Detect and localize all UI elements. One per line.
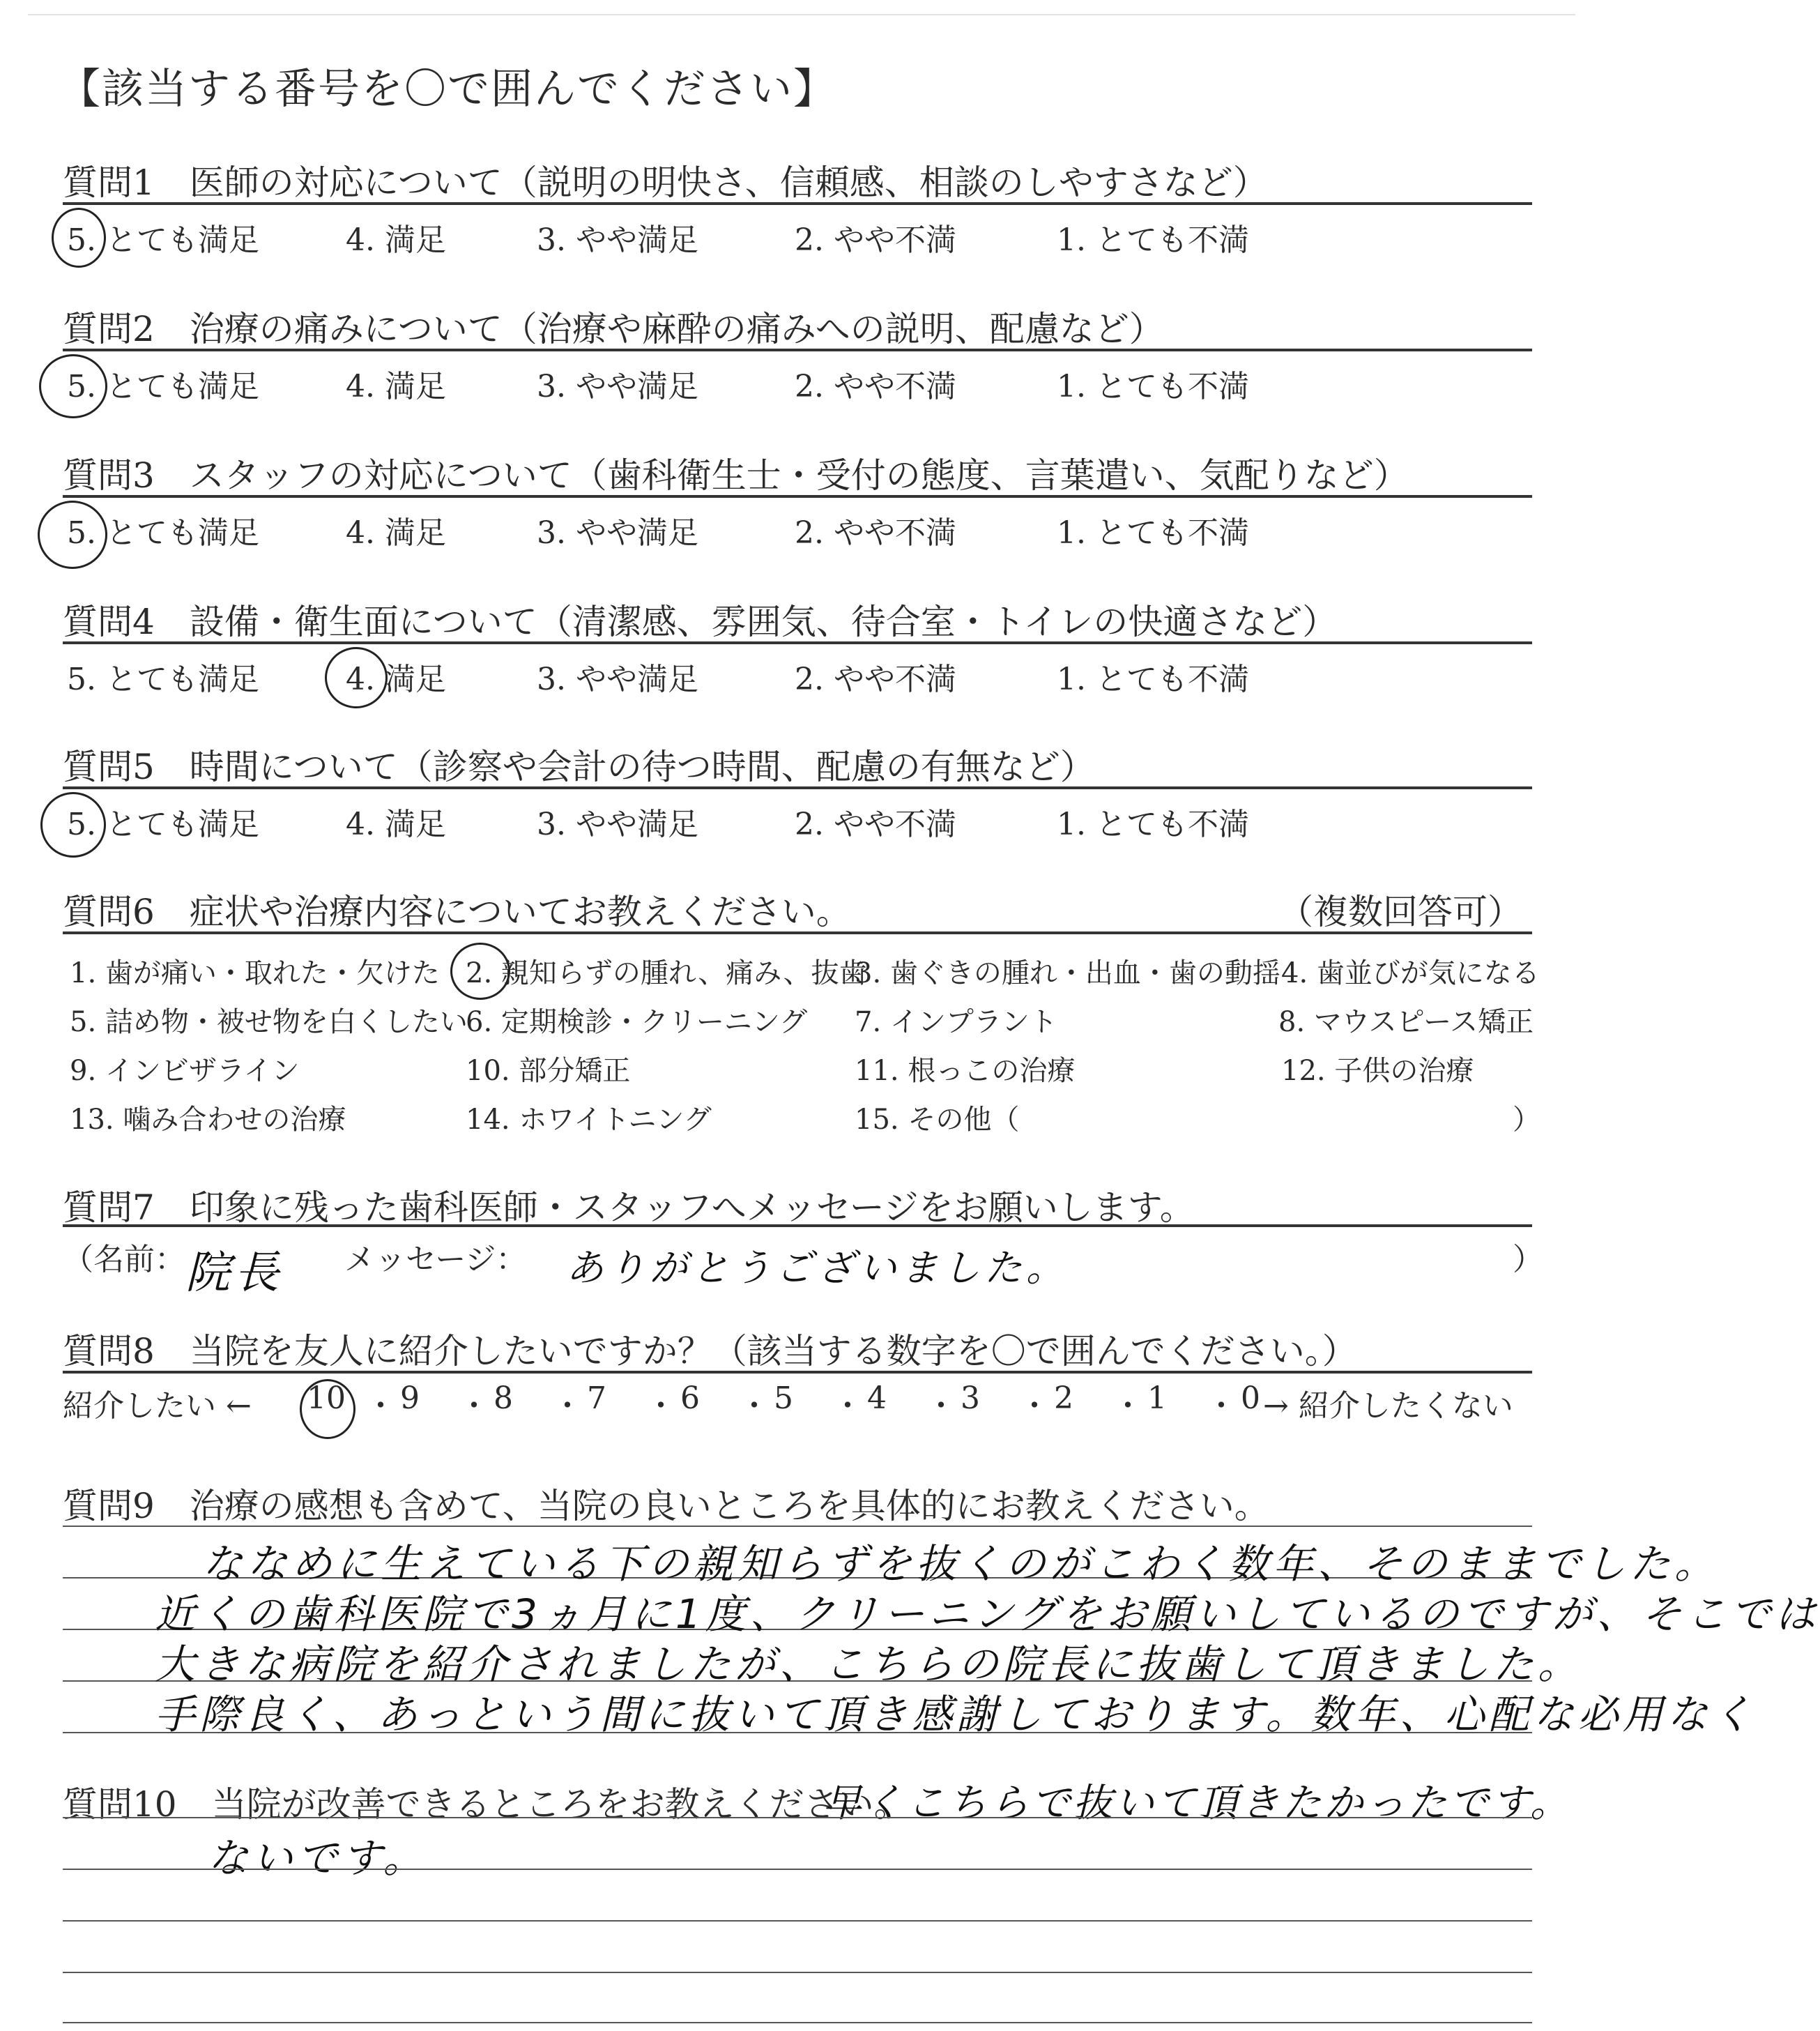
q8-scale-1[interactable]: 1 [1147,1380,1167,1416]
q3-option-5[interactable]: 5. とても満足 [67,515,259,551]
q1-option-3[interactable]: 3. やや満足 [537,222,698,258]
q8-title: 質問8 当院を友人に紹介したいですか？（該当する数字を〇で囲んでください。） [63,1331,1357,1371]
q1-title: 質問1 医師の対応について（説明の明快さ、信頼感、相談のしやすさなど） [63,162,1268,203]
q6-item-4[interactable]: 4. 歯並びが気になる [1281,957,1540,989]
q9-answer-line-3[interactable]: 大きな病院を紹介されましたが、こちらの院長に抜歯して頂きました。 [155,1641,1583,1688]
q7-name-label: （名前： [63,1242,185,1277]
q2-option-5[interactable]: 5. とても満足 [67,369,259,404]
q1-selection-circle [52,208,106,268]
q1-option-5[interactable]: 5. とても満足 [67,222,259,258]
q2-title: 質問2 治療の痛みについて（治療や麻酔の痛みへの説明、配慮など） [63,309,1164,349]
q3-option-1[interactable]: 1. とても不満 [1057,515,1249,551]
q8-scale-8[interactable]: 8 [494,1380,513,1416]
q6-item-5[interactable]: 5. 詰め物・被せ物を白くしたい [70,1006,468,1038]
q5-rule [63,786,1532,789]
q6-item-13[interactable]: 13. 噛み合わせの治療 [70,1104,346,1136]
q8-scale-separator: ・ [832,1388,863,1424]
q8-scale-separator: ・ [645,1388,676,1424]
q9-line [63,1526,1532,1527]
q8-scale-separator: ・ [552,1388,583,1424]
q10-line [63,1817,1532,1818]
q10-answer[interactable]: ないです。 [208,1834,428,1882]
q8-scale-2[interactable]: 2 [1054,1380,1073,1416]
q6-item-14[interactable]: 14. ホワイトニング [466,1104,712,1136]
q8-selection-circle [300,1379,355,1439]
q5-option-3[interactable]: 3. やや満足 [537,807,698,842]
q6-item-15-close: ） [1513,1104,1540,1136]
q6-rule [63,931,1532,934]
q5-option-1[interactable]: 1. とても不満 [1057,807,1249,842]
q5-selection-circle [40,792,106,858]
q4-option-2[interactable]: 2. やや不満 [795,662,956,697]
q10-title: 質問10 当院が改善できるところをお教えください。 [63,1784,909,1825]
q9-answer-line-4[interactable]: 手際良く、あっという間に抜いて頂き感謝しております。数年、心配な必用なく [155,1691,1757,1738]
q4-option-3[interactable]: 3. やや満足 [537,662,698,697]
q6-item-9[interactable]: 9. インビザライン [70,1055,300,1087]
q1-option-2[interactable]: 2. やや不満 [795,222,956,258]
q5-option-5[interactable]: 5. とても満足 [67,807,259,842]
q9-title: 質問9 治療の感想も含めて、当院の良いところを具体的にお教えください。 [63,1486,1269,1526]
q4-selection-circle [325,647,388,708]
q8-left-label: 紹介したい ← [63,1388,252,1424]
q9-answer-line-2[interactable]: 近くの歯科医院で3ヵ月に1度、クリーニングをお願いしているのですが、そこでは [155,1590,1820,1638]
q5-title: 質問5 時間について（診察や会計の待つ時間、配慮の有無など） [63,747,1095,787]
q8-scale-9[interactable]: 9 [400,1380,420,1416]
q5-option-4[interactable]: 4. 満足 [346,807,446,842]
q9-answer-line-1[interactable]: ななめに生えている下の親知らずを抜くのがこわく数年、そのままでした。 [202,1540,1720,1588]
q6-item-1[interactable]: 1. 歯が痛い・取れた・欠けた [70,957,440,989]
q3-option-3[interactable]: 3. やや満足 [537,515,698,551]
q6-item-11[interactable]: 11. 根っこの治療 [855,1055,1076,1087]
q10-line [63,1869,1532,1870]
q7-message-value[interactable]: ありがとうございました。 [566,1246,1068,1290]
q6-note: （複数回答可） [1278,892,1522,932]
q7-close: ） [1513,1242,1543,1277]
q3-option-2[interactable]: 2. やや不満 [795,515,956,551]
q8-scale-5[interactable]: 5 [774,1380,793,1416]
q9-answer-line-5[interactable]: 早くこちらで抜いて頂きたかったです。 [823,1781,1572,1826]
q8-scale-separator: ・ [1019,1388,1050,1424]
q8-scale-6[interactable]: 6 [680,1380,700,1416]
q2-option-3[interactable]: 3. やや満足 [537,369,698,404]
q1-option-4[interactable]: 4. 満足 [346,222,446,258]
q8-scale-3[interactable]: 3 [961,1380,980,1416]
q3-rule [63,495,1532,498]
q6-item-12[interactable]: 12. 子供の治療 [1281,1055,1474,1087]
q3-option-4[interactable]: 4. 満足 [346,515,446,551]
q6-item-7[interactable]: 7. インプラント [855,1006,1057,1038]
q2-option-1[interactable]: 1. とても不満 [1057,369,1249,404]
q1-option-1[interactable]: 1. とても不満 [1057,222,1249,258]
q6-title: 質問6 症状や治療内容についてお教えください。 [63,892,851,932]
q2-option-2[interactable]: 2. やや不満 [795,369,956,404]
q4-title: 質問4 設備・衛生面について（清潔感、雰囲気、待合室・トイレの快適さなど） [63,602,1338,642]
q6-item-8[interactable]: 8. マウスピース矯正 [1278,1006,1534,1038]
q7-name-value[interactable]: 院長 [185,1247,283,1299]
q6-item-2[interactable]: 2. 親知らずの腫れ、痛み、抜歯 [466,957,867,989]
q6-selection-circle [450,943,510,1000]
q8-scale-4[interactable]: 4 [867,1380,887,1416]
q3-title: 質問3 スタッフの対応について（歯科衛生士・受付の態度、言葉遣い、気配りなど） [63,455,1409,496]
q8-rule [63,1371,1532,1374]
q4-rule [63,641,1532,644]
q8-scale-7[interactable]: 7 [587,1380,606,1416]
q6-item-10[interactable]: 10. 部分矯正 [466,1055,631,1087]
q1-rule [63,202,1532,205]
q2-rule [63,349,1532,351]
q7-rule [63,1224,1532,1227]
q8-scale-separator: ・ [926,1388,956,1424]
q5-option-2[interactable]: 2. やや不満 [795,807,956,842]
q3-selection-circle [38,501,107,569]
form-header: 【該当する番号を〇で囲んでください】 [59,65,836,114]
q8-scale-separator: ・ [459,1388,489,1424]
q8-scale-separator: ・ [739,1388,770,1424]
q7-title: 質問7 印象に残った歯科医師・スタッフへメッセージをお願いします。 [63,1187,1195,1228]
q6-item-6[interactable]: 6. 定期検診・クリーニング [466,1006,808,1038]
q8-scale-separator: ・ [1206,1388,1237,1424]
q6-item-15[interactable]: 15. その他（ [855,1104,1020,1136]
q7-message-label: メッセージ： [344,1242,527,1277]
top-border [28,14,1575,15]
q8-scale-separator: ・ [1112,1388,1143,1424]
q8-scale-0[interactable]: 0 [1241,1380,1260,1416]
q2-option-4[interactable]: 4. 満足 [346,369,446,404]
q2-selection-circle [39,354,107,418]
q10-line [63,2022,1532,2023]
q4-option-1[interactable]: 1. とても不満 [1057,662,1249,697]
q10-line [63,1920,1532,1922]
q4-option-4[interactable]: 4. 満足 [346,662,446,697]
q8-scale-separator: ・ [365,1388,396,1424]
q8-right-label: → 紹介したくない [1263,1388,1513,1424]
q4-option-5[interactable]: 5. とても満足 [67,662,259,697]
q6-item-3[interactable]: 3. 歯ぐきの腫れ・出血・歯の動揺 [855,957,1280,989]
q8-scale-10[interactable]: 10 [307,1380,346,1416]
q10-line [63,1972,1532,1973]
